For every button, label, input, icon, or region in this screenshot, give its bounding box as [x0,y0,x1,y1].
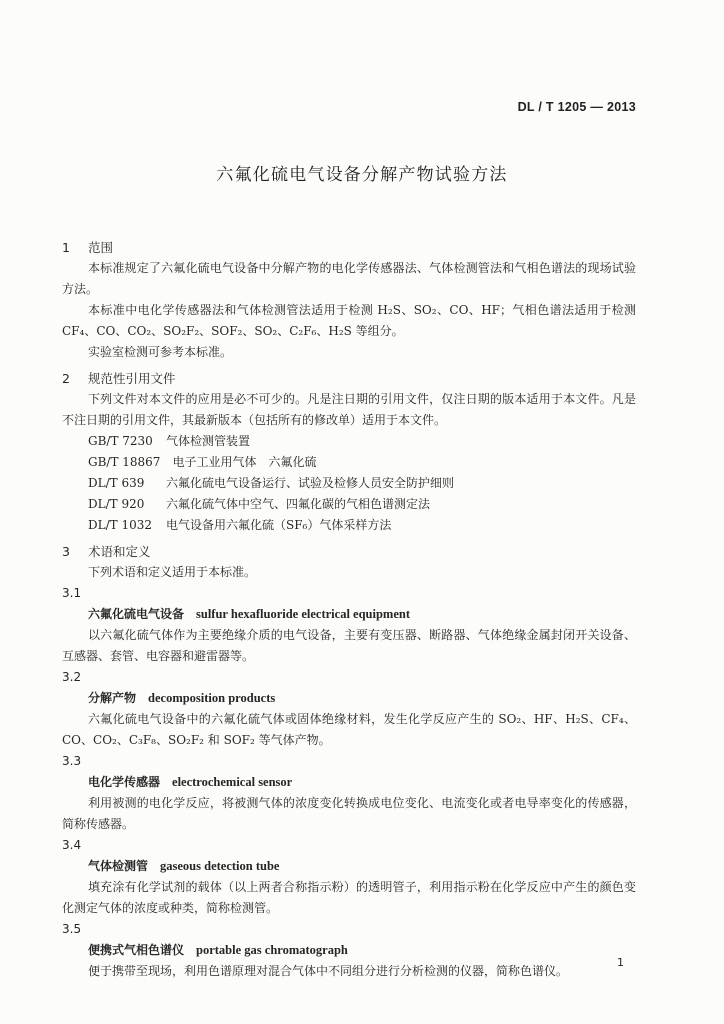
term-definition: 六氟化硫电气设备中的六氟化硫气体或固体绝缘材料，发生化学反应产生的 SO₂、HF、H₂S、CF₄、CO、CO₂、C₃F₈、SO₂F₂ 和 SOF₂ 等气体产物。 [62,712,636,747]
section-heading-references [62,369,636,389]
reference-title: 电气设备用六氟化硫（SF₆）气体采样方法 [166,518,392,532]
term-zh: 分解产物 [88,691,137,705]
term-entry [62,751,636,835]
term-definition: 利用被测的电化学反应，将被测气体的浓度变化转换成电位变化、电流变化或者电导率变化的传感器，简称传感器。 [62,796,636,831]
term-zh: 气体检测管 [88,859,149,873]
clause-number: 3.2 [62,670,82,684]
terms-intro: 下列术语和定义适用于本标准。 [88,565,257,579]
reference-item [62,452,636,473]
section-heading-terms [62,542,636,562]
reference-title: 六氟化硫电气设备运行、试验及检修人员安全防护细则 [166,476,455,490]
clause-number: 3.1 [62,586,82,600]
references-intro: 下列文件对本文件的应用是必不可少的。凡是注日期的引用文件，仅注日期的版本适用于本文件。凡是不注日期的引用文件，其最新版本（包括所有的修改单）适用于本文件。 [62,392,636,427]
section-title: 术语和定义 [88,544,151,559]
term-definition: 填充涂有化学试剂的载体（以上两者合称指示粉）的透明管子，利用指示粉在化学反应中产生的颜色变化测定气体的浓度或种类，简称检测管。 [62,880,636,915]
clause-number: 3.5 [62,922,82,936]
document-body [62,232,636,982]
reference-item [62,473,636,494]
term-heading [62,856,636,877]
reference-title: 电子工业用气体 六氟化硫 [172,455,317,469]
term-entry [62,583,636,667]
reference-code: GB/T 18867 [88,455,161,469]
reference-item [62,431,636,452]
term-zh: 便携式气相色谱仪 [88,943,185,957]
term-definition: 便于携带至现场，利用色谱原理对混合气体中不同组分进行分析检测的仪器，简称色谱仪。 [88,964,569,978]
section-number: 2 [62,371,70,386]
section-title: 规范性引用文件 [88,371,176,386]
page-number: 1 [617,956,624,969]
reference-item [62,494,636,515]
reference-title: 气体检测管装置 [166,434,251,448]
reference-code: GB/T 7230 [88,434,153,448]
reference-code: DL/T 1032 [88,518,152,532]
term-heading [62,604,636,625]
reference-title: 六氟化硫气体中空气、四氟化碳的气相色谱测定法 [166,497,431,511]
term-entry [62,667,636,751]
term-zh: 六氟化硫电气设备 [88,607,185,621]
term-definition: 以六氟化硫气体作为主要绝缘介质的电气设备，主要有变压器、断路器、气体绝缘金属封闭开关设备、互感器、套管、电容器和避雷器等。 [62,628,636,663]
term-zh: 电化学传感器 [88,775,161,789]
clause-number: 3.3 [62,754,82,768]
document-title: 六氟化硫电气设备分解产物试验方法 [216,165,508,185]
term-en: portable gas chromatograph [196,943,348,957]
term-en: gaseous detection tube [160,859,280,873]
term-en: electrochemical sensor [172,775,293,789]
clause-number: 3.4 [62,838,82,852]
term-entry [62,919,636,982]
term-heading [62,772,636,793]
section-number: 1 [62,240,70,255]
scope-paragraph-2: 本标准中电化学传感器法和气体检测管法适用于检测 H₂S、SO₂、CO、HF；气相色谱法适用于检测 CF₄、CO、CO₂、SO₂F₂、SOF₂、SO₂、C₂F₆、H₂S 等组分。 [62,303,636,338]
term-heading [62,688,636,709]
reference-list [62,431,636,536]
term-entry [62,835,636,919]
section-title: 范围 [88,240,114,255]
standard-code: DL / T 1205 — 2013 [517,100,636,114]
reference-code: DL/T 920 [88,497,145,511]
section-heading-scope [62,238,636,258]
scope-paragraph-1: 本标准规定了六氟化硫电气设备中分解产物的电化学传感器法、气体检测管法和气相色谱法的现场试验方法。 [62,261,636,296]
scope-paragraph-3: 实验室检测可参考本标准。 [88,345,233,359]
term-heading [62,940,636,961]
reference-code: DL/T 639 [88,476,145,490]
term-en: sulfur hexafluoride electrical equipment [196,607,410,621]
term-en: decomposition products [148,691,276,705]
section-number: 3 [62,544,70,559]
reference-item [62,515,636,536]
